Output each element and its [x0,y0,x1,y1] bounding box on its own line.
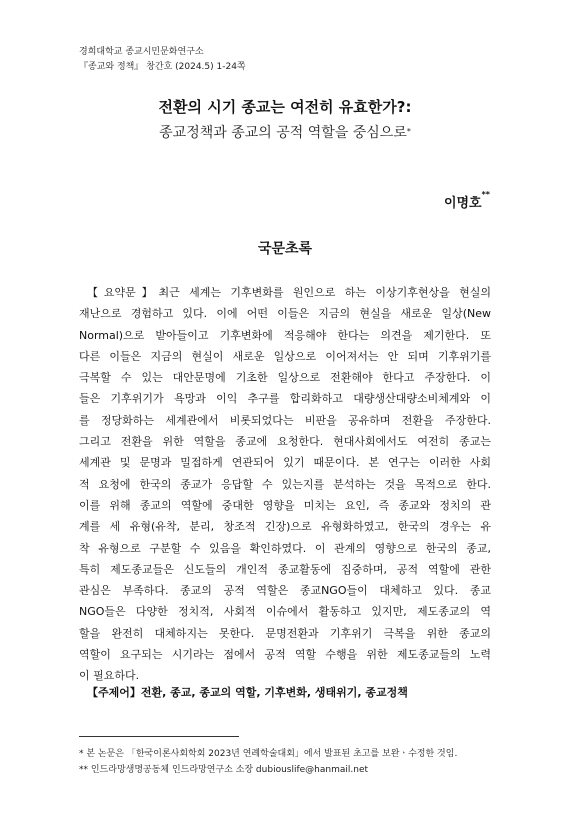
abstract-line: 재난으로 경험하고 있다. 이에 어떤 이들은 지금의 현실을 새로운 일상(New [79,307,491,321]
abstract-line: 【요약문】최근 세계는 기후변화를 원인으로 하는 이상기후현상을 현실의 [87,286,491,299]
abstract-line: 관심은 부족하다. 종교의 공적 역할은 종교NGO들이 대체하고 있다. 종교 [79,584,491,598]
abstract-line: 적 요청에 한국의 종교가 응답할 수 있는지를 분석하는 것을 목적으로 한다. [79,477,491,491]
abstract-line: 이 필요하다. [79,669,140,683]
author-footnote-mark: ** [481,190,490,199]
abstract-heading: 국문초록 [257,241,313,257]
author-name [444,192,490,211]
paper-subtitle [0,124,570,143]
journal-citation: 『종교와 정책』 창간호 (2024.5) 1-24쪽 [79,62,246,72]
abstract-line: 계를 세 유형(유착, 분리, 창조적 긴장)으로 유형화하였고, 한국의 경우는 유 [79,520,491,534]
abstract-line: 착 유형으로 구분할 수 있음을 확인하였다. 이 관계의 영향으로 한국의 종교, [79,541,491,555]
paper-title: 전환의 시기 종교는 여전히 유효한가?: [158,98,412,116]
subtitle-footnote-mark: * [406,127,411,136]
footnote-1: * 본 논문은 「한국이론사회학회 2023년 연례학술대회」에서 발표된 초고를 보완ㆍ수정한 것임. [79,749,458,759]
keywords: 【주제어】전환, 종교, 종교의 역할, 기후변화, 생태위기, 종교정책 [87,686,408,699]
abstract-line: 역할이 요구되는 시기라는 점에서 공적 역할 수행을 위한 제도종교들의 노력 [79,648,491,662]
abstract-line: Normal)으로 받아들이고 기후변화에 적응해야 한다는 의견을 제기한다. 또 [79,328,491,342]
abstract-line: 들은 기후위기가 욕망과 이익 추구를 합리화하고 대량생산대량소비체계와 이 [79,392,491,406]
abstract-line: 세계관 및 문명과 밀접하게 연관되어 있기 때문이다. 본 연구는 이러한 사회 [79,456,491,470]
abstract-line: 를 정당화하는 세계관에서 비롯되었다는 비판을 공유하며 전환을 주장한다. [79,413,491,427]
abstract-line: 할을 완전히 대체하지는 못한다. 문명전환과 기후위기 극복을 위한 종교의 [79,626,491,640]
abstract-line: 특히 제도종교들은 신도들의 개인적 종교활동에 집중하며, 공적 역할에 관한 [79,562,491,576]
author-name-text: 이명호 [443,196,482,211]
abstract-line: NGO들은 다양한 정치적, 사회적 이슈에서 활동하고 있지만, 제도종교의 역 [79,605,491,619]
abstract-line: 다른 이들은 지금의 현실이 새로운 일상으로 이어져서는 안 되며 기후위기를 [79,349,491,363]
abstract-line: 이를 위해 종교의 역할에 중대한 영향을 미치는 요인, 즉 종교와 정치의 관 [79,498,491,512]
abstract-line: 그리고 전환을 위한 역할을 종교에 요청한다. 현대사회에서도 여전히 종교는 [79,435,491,449]
journal-publisher: 경희대학교 종교시민문화연구소 [79,47,204,57]
abstract-body [79,282,491,687]
footnote-2: ** 인드라망생명공동체 인드라망연구소 소장 dubiouslife@hanmail.net [79,765,369,775]
subtitle-text: 종교정책과 종교의 공적 역할을 중심으로 [159,125,407,141]
footnote-divider [79,736,239,737]
abstract-line: 극복할 수 있는 대안문명에 기초한 일상으로 전환해야 한다고 주장한다. 이 [79,371,491,385]
